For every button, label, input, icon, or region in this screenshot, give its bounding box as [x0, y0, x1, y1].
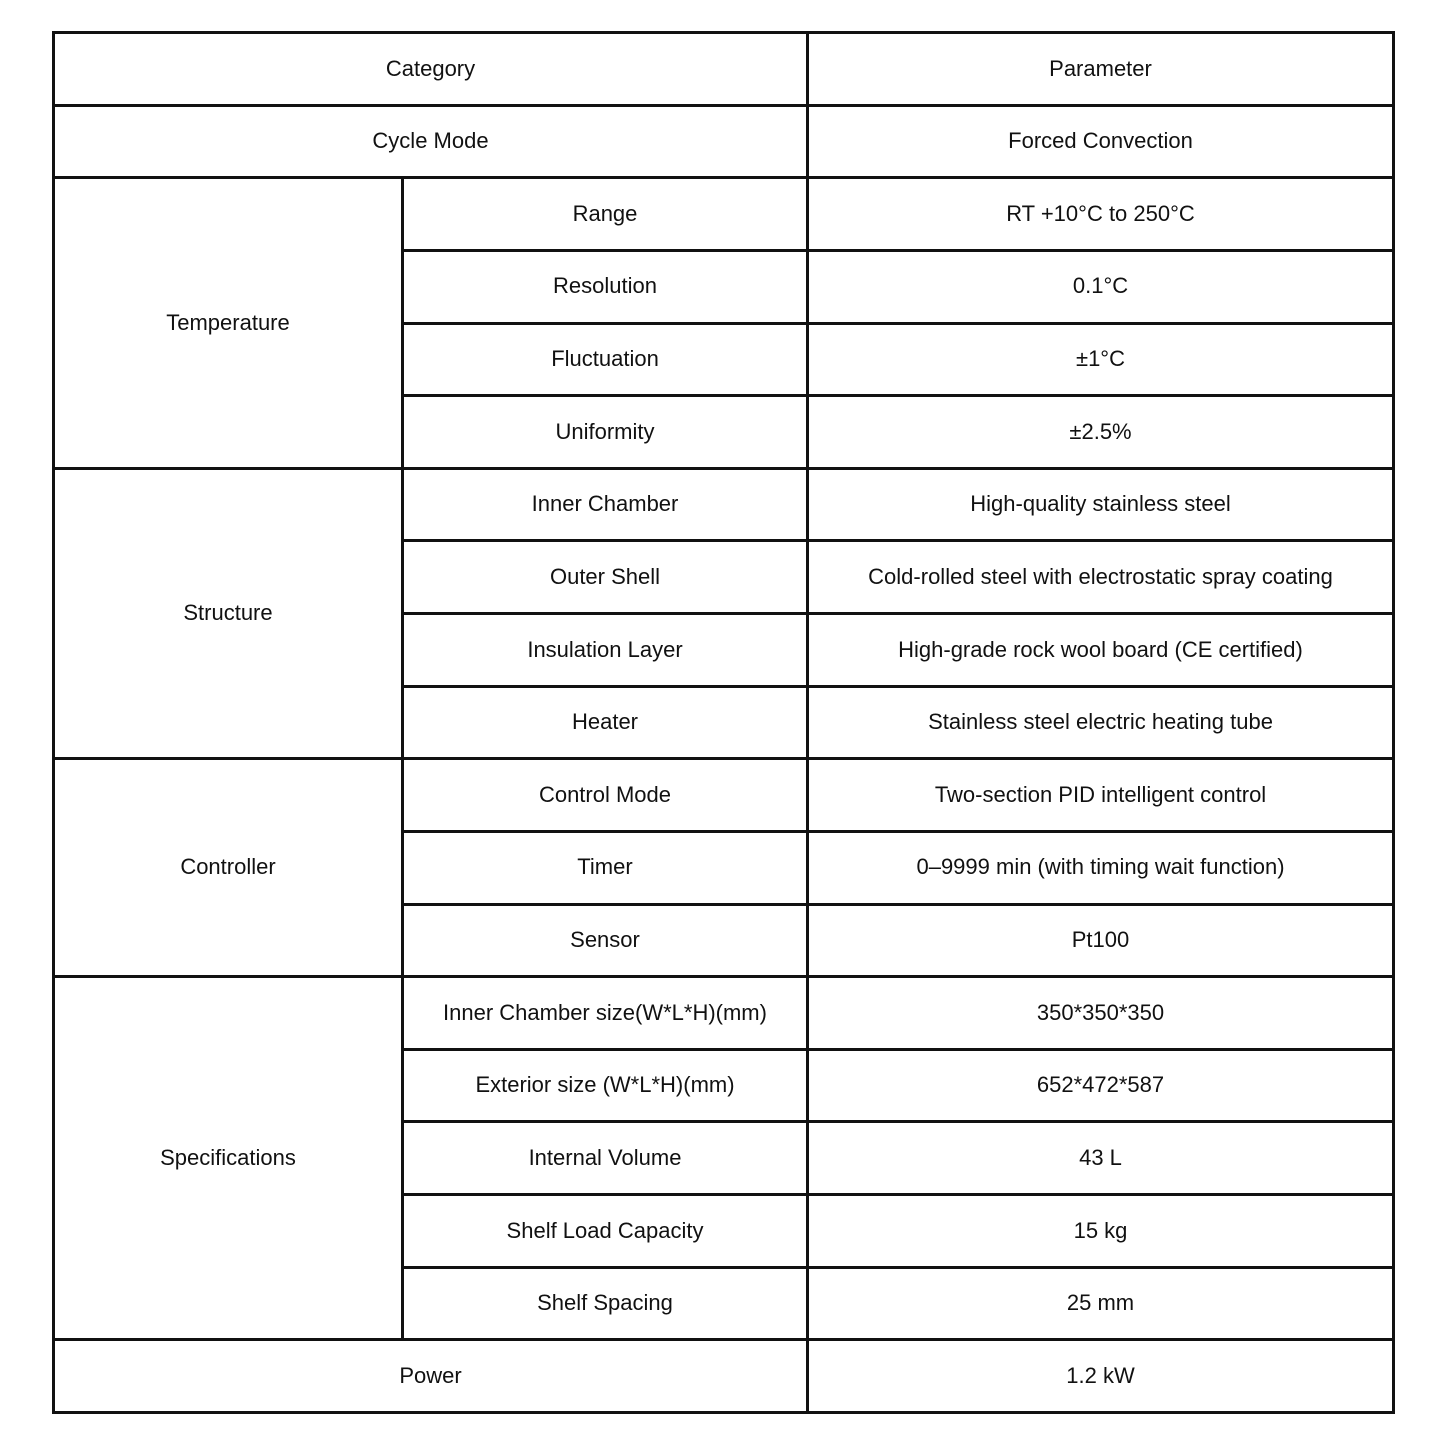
item-label: Resolution [403, 250, 808, 323]
item-label: Heater [403, 686, 808, 759]
item-label: Uniformity [403, 396, 808, 469]
table-row [54, 977, 1394, 1050]
item-value: High-quality stainless steel [808, 468, 1394, 541]
item-value: 43 L [808, 1122, 1394, 1195]
group-structure: Structure [54, 468, 403, 759]
spec-table [52, 31, 1395, 1414]
table-row [54, 178, 1394, 251]
item-value: Stainless steel electric heating tube [808, 686, 1394, 759]
item-value: Cold-rolled steel with electrostatic spray coating [808, 541, 1394, 614]
item-value: Two-section PID intelligent control [808, 759, 1394, 832]
group-controller: Controller [54, 759, 403, 977]
power-label: Power [54, 1340, 808, 1413]
cycle-mode-label: Cycle Mode [54, 105, 808, 178]
item-label: Insulation Layer [403, 614, 808, 687]
item-value: Pt100 [808, 904, 1394, 977]
item-label: Timer [403, 831, 808, 904]
group-specifications: Specifications [54, 977, 403, 1340]
item-label: Shelf Spacing [403, 1267, 808, 1340]
item-value: 0.1°C [808, 250, 1394, 323]
item-label: Outer Shell [403, 541, 808, 614]
item-label: Sensor [403, 904, 808, 977]
item-label: Range [403, 178, 808, 251]
table-row [54, 759, 1394, 832]
item-value: 15 kg [808, 1195, 1394, 1268]
item-value: 350*350*350 [808, 977, 1394, 1050]
item-label: Internal Volume [403, 1122, 808, 1195]
item-value: ±2.5% [808, 396, 1394, 469]
header-parameter: Parameter [808, 33, 1394, 106]
table-row [54, 105, 1394, 178]
header-category: Category [54, 33, 808, 106]
item-label: Control Mode [403, 759, 808, 832]
power-value: 1.2 kW [808, 1340, 1394, 1413]
item-label: Inner Chamber [403, 468, 808, 541]
item-label: Fluctuation [403, 323, 808, 396]
item-value: RT +10°C to 250°C [808, 178, 1394, 251]
group-temperature: Temperature [54, 178, 403, 469]
item-label: Shelf Load Capacity [403, 1195, 808, 1268]
table-header-row [54, 33, 1394, 106]
item-value: 652*472*587 [808, 1049, 1394, 1122]
item-label: Exterior size (W*L*H)(mm) [403, 1049, 808, 1122]
table-row [54, 468, 1394, 541]
item-value: 0–9999 min (with timing wait function) [808, 831, 1394, 904]
item-value: High-grade rock wool board (CE certified) [808, 614, 1394, 687]
cycle-mode-value: Forced Convection [808, 105, 1394, 178]
item-value: ±1°C [808, 323, 1394, 396]
item-value: 25 mm [808, 1267, 1394, 1340]
table-row [54, 1340, 1394, 1413]
item-label: Inner Chamber size(W*L*H)(mm) [403, 977, 808, 1050]
